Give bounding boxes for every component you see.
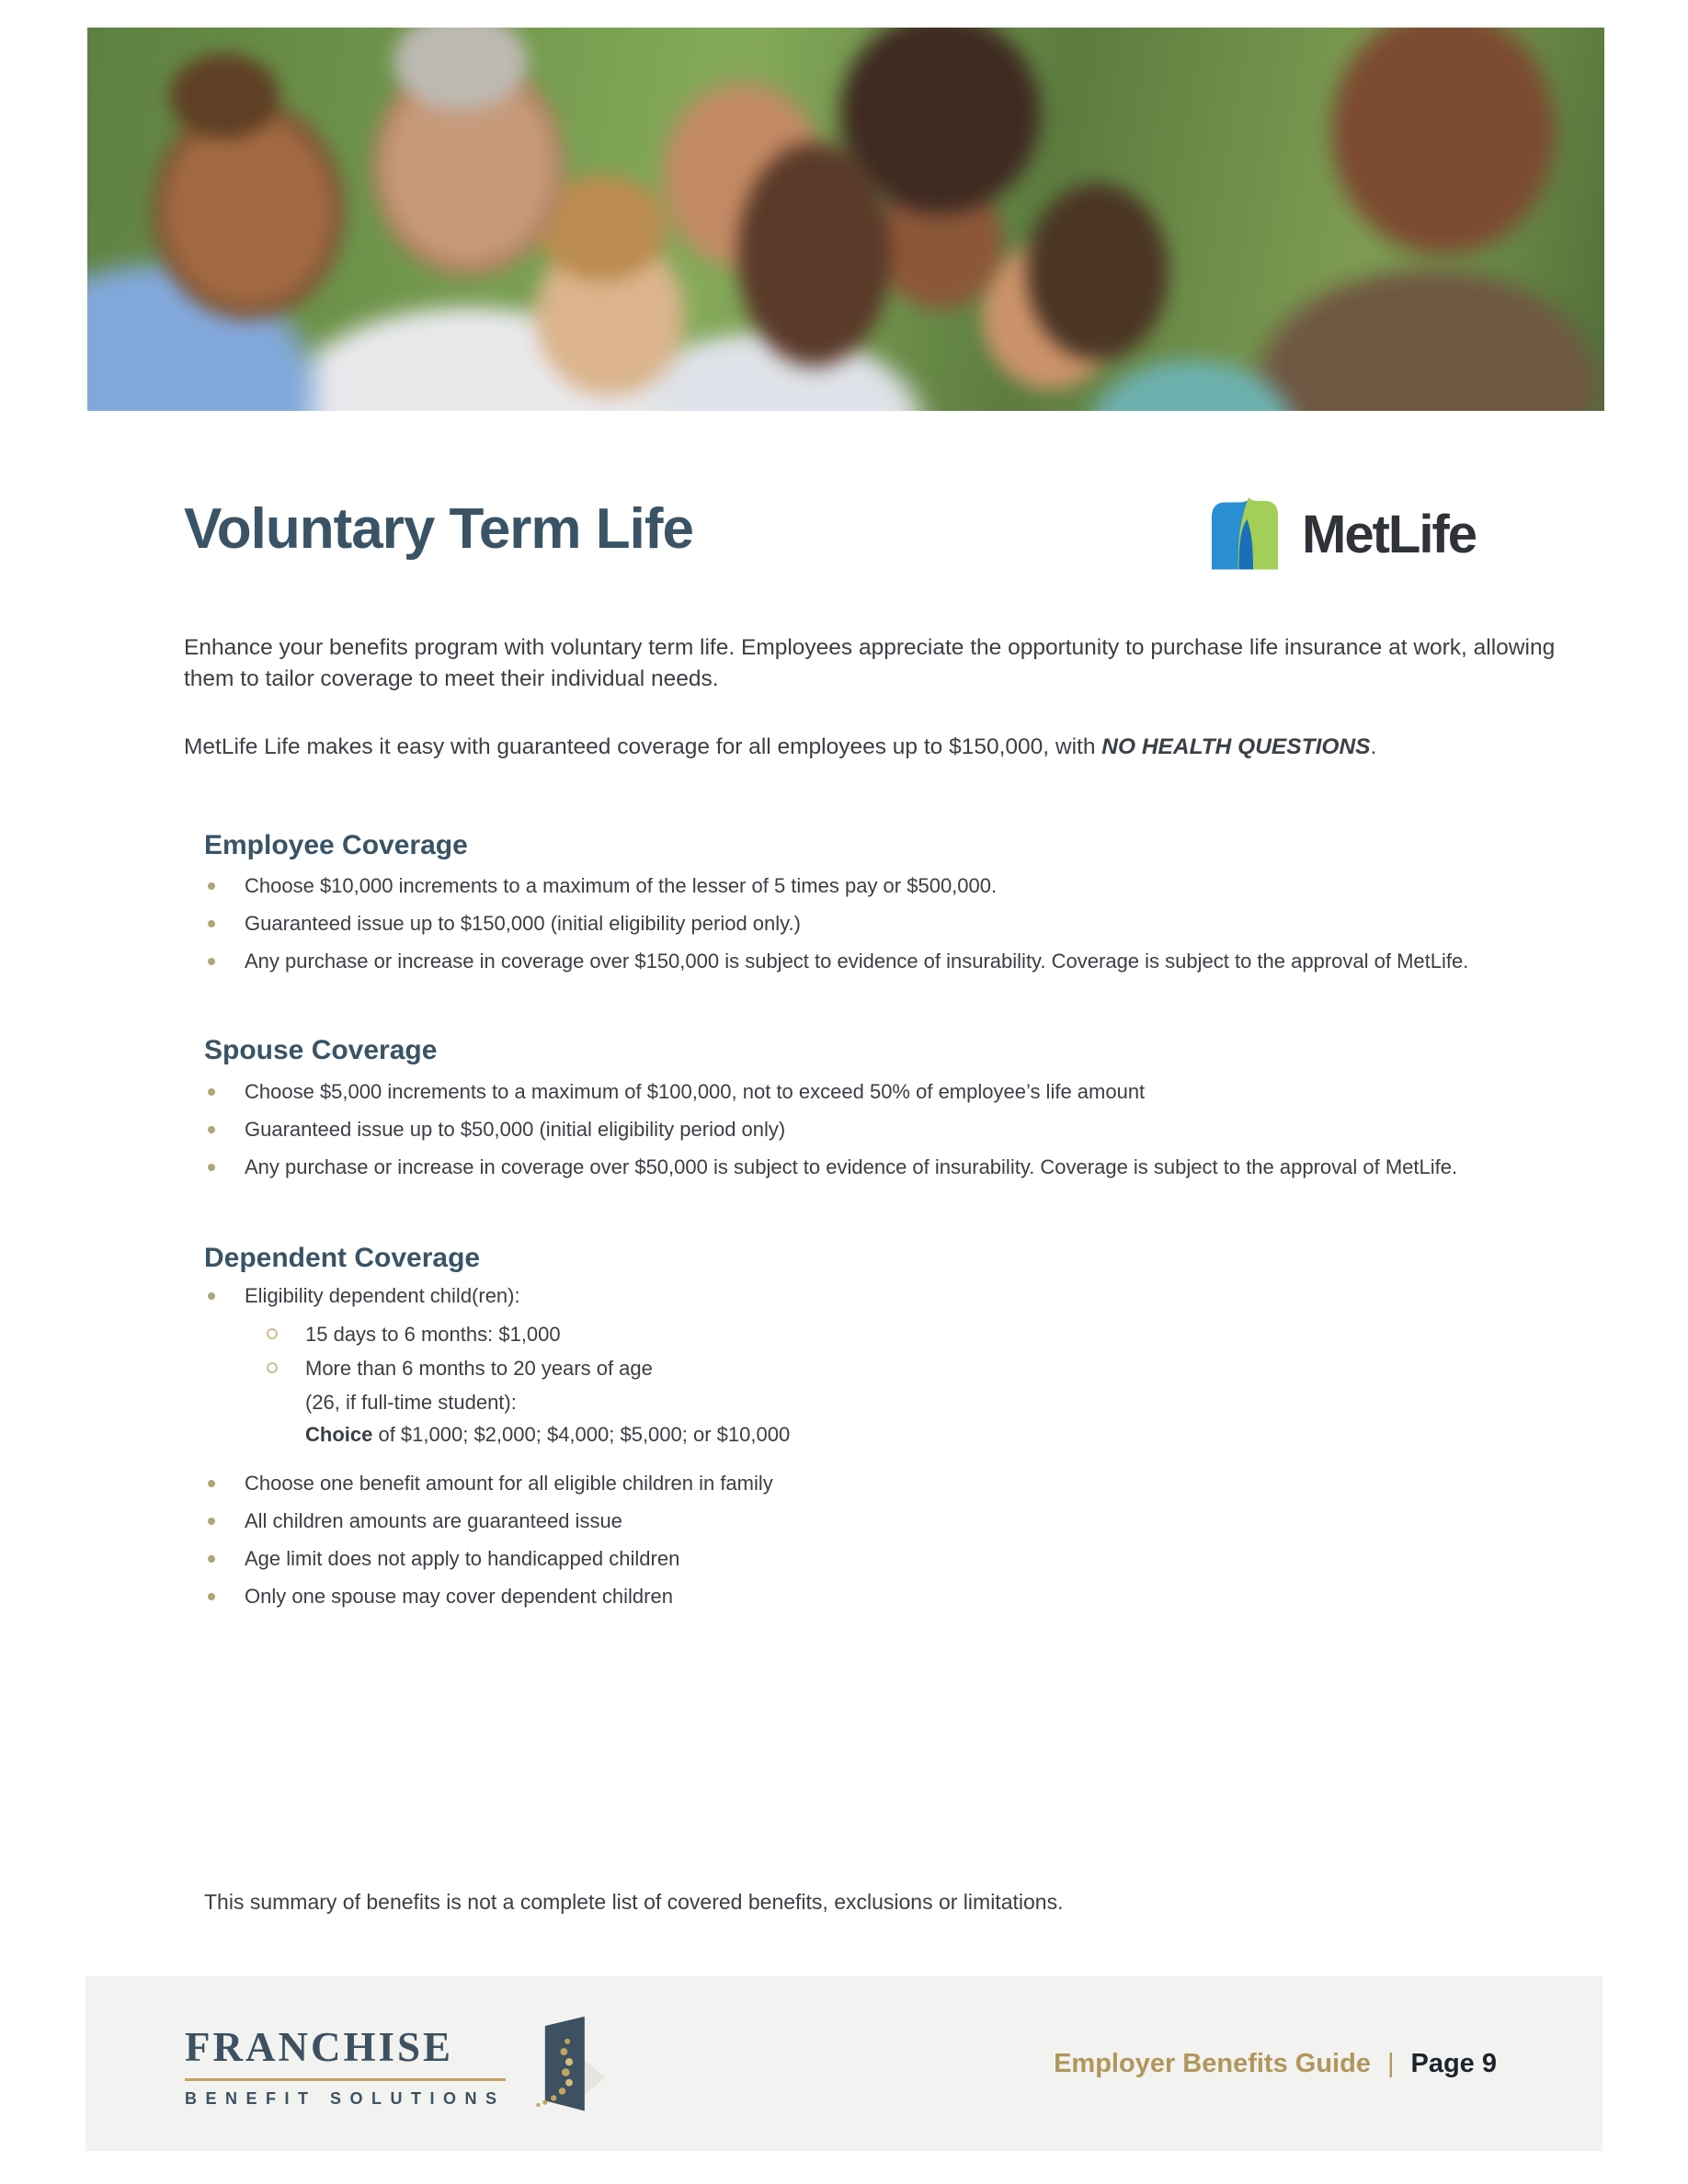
bullet-text: Choose one benefit amount for all eligible children in family [245,1472,773,1495]
bullet-dot-icon [208,1164,215,1171]
footer-divider: | [1386,2048,1395,2078]
list-item [204,1281,1583,1311]
family-photo [87,28,1604,411]
guide-label: Employer Benefits Guide [1054,2048,1371,2078]
circle-bullet-icon [267,1328,278,1339]
intro-p2-emphasis: NO HEALTH QUESTIONS [1101,734,1371,759]
list-item [204,1544,1583,1574]
bullet-dot-icon [208,882,215,890]
bullet-text: Eligibility dependent child(ren): [245,1284,520,1307]
circle-bullet-icon [267,1362,278,1373]
intro-paragraph-2 [184,732,1604,763]
bullet-text: Any purchase or increase in coverage over $150,000 is subject to evidence of insurability. Coverage is subject to the approval of MetLife. [245,950,1469,973]
bullet-dot-icon [208,1518,215,1525]
choice-rest: of $1,000; $2,000; $4,000; $5,000; or $10,000 [372,1423,791,1446]
bullet-text: Choose $10,000 increments to a maximum of the lesser of 5 times pay or $500,000. [245,874,998,897]
metlife-logo [1201,496,1476,572]
bullet-dot-icon [208,1555,215,1563]
franchise-tagline: BENEFIT SOLUTIONS [185,2088,506,2108]
franchise-logo [185,2011,609,2120]
family-photo-abstract [87,28,1604,411]
disclaimer-text: This summary of benefits is not a complete list of covered benefits, exclusions or limitations. [204,1890,1064,1914]
metlife-wordmark: MetLife [1302,504,1476,564]
intro-paragraph-1: Enhance your benefits program with voluntary term life. Employees appreciate the opportunity to purchase life insurance at work, allowing them to tailor coverage to meet their individual needs. [184,635,1556,691]
list-item [204,871,1583,901]
page-number: Page 9 [1410,2048,1497,2078]
sub-list-item [267,1320,1583,1349]
employee-coverage-heading: Employee Coverage [204,830,468,860]
spouse-coverage-heading: Spouse Coverage [204,1035,438,1065]
list-item [204,1582,1583,1611]
employee-coverage-list [204,871,1583,984]
bullet-text: All children amounts are guaranteed issue [245,1509,622,1532]
footer-right-text [1054,1976,1497,2151]
list-item [204,909,1583,938]
dependent-coverage-heading: Dependent Coverage [204,1243,481,1273]
bullet-text: Guaranteed issue up to $50,000 (initial eligibility period only) [245,1118,786,1141]
sub-bullet-text: 15 days to 6 months: $1,000 [305,1323,561,1346]
bullet-dot-icon [208,1292,215,1300]
bullet-text: Guaranteed issue up to $150,000 (initial eligibility period only.) [245,912,801,935]
list-item [204,1077,1583,1107]
bullet-text: Only one spouse may cover dependent children [245,1585,673,1608]
footer-band [86,1976,1602,2151]
bullet-dot-icon [208,1126,215,1133]
franchise-logo-text [185,2023,506,2109]
list-item [204,1469,1583,1498]
intro-p2-suffix: . [1370,734,1377,759]
dependent-coverage-list [204,1469,1583,1620]
sub-bullet-text: More than 6 months to 20 years of age [305,1357,653,1380]
spouse-coverage-list [204,1077,1583,1190]
list-item [204,1507,1583,1536]
bullet-dot-icon [208,1480,215,1487]
sub-bullet-choice-line [305,1420,1583,1450]
page-title: Voluntary Term Life [184,497,694,561]
bullet-dot-icon [208,920,215,927]
franchise-name: FRANCHISE [185,2023,506,2081]
dependent-coverage-block [204,1281,1583,1450]
bullet-text: Any purchase or increase in coverage over $50,000 is subject to evidence of insurability. Coverage is subject to the approval of MetLife. [245,1155,1458,1178]
bullet-text: Age limit does not apply to handicapped children [245,1547,680,1570]
bullet-text: Choose $5,000 increments to a maximum of $100,000, not to exceed 50% of employee’s life amount [245,1080,1146,1103]
intro-p2-prefix: MetLife Life makes it easy with guaranteed coverage for all employees up to $150,000, with [184,734,1102,759]
bullet-dot-icon [208,958,215,965]
choice-label: Choice [305,1423,373,1446]
list-item [204,1115,1583,1144]
list-item [204,1153,1583,1182]
bullet-dot-icon [208,1088,215,1096]
list-item [204,947,1583,976]
bullet-dot-icon [208,1593,215,1600]
sub-bullet-continuation: (26, if full-time student): [305,1391,517,1414]
metlife-logo-icon [1201,496,1289,572]
franchise-door-icon [530,2011,609,2120]
sub-list-item [267,1354,1583,1383]
